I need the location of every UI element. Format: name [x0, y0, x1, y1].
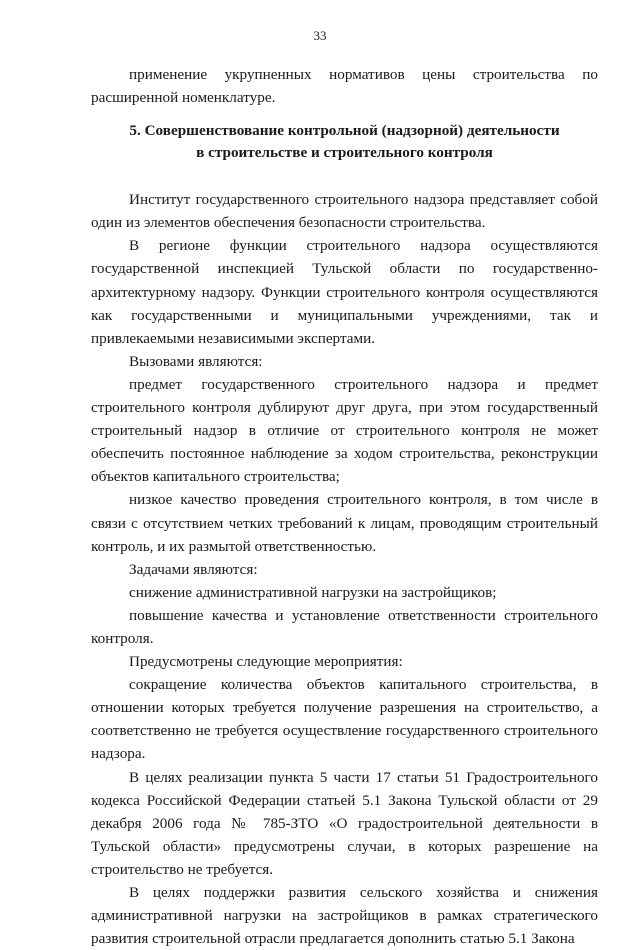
paragraph-9: Предусмотрены следующие мероприятия: — [129, 653, 403, 671]
intro-fragment: применение укрупненных нормативов цены строительства по расширенной номенклатуре. — [91, 66, 598, 107]
document-body — [91, 63, 598, 950]
paragraph-2: В регионе функции строительного надзора осуществляются государственной инспекцией Тульской области по государственно-архитектурному надзору. Функции строительного контроля осуществляются как государственными и муниципальными учреждениями, так и привлекаемыми независимыми экспертами. — [91, 237, 598, 347]
paragraph-8: повышение качества и установление ответственности строительного контроля. — [91, 606, 598, 647]
paragraph-5: низкое качество проведения строительного контроля, в том числе в связи с отсутствием четких требований к лицам, проводящим строительный контроль, и их размытой ответственностью. — [91, 491, 598, 555]
paragraph-7: снижение административной нагрузки на застройщиков; — [129, 583, 497, 601]
paragraph-6: Задачами являются: — [129, 560, 258, 578]
page-number: 33 — [313, 28, 327, 43]
paragraph-1: Институт государственного строительного надзора представляет собой один из элементов обеспечения безопасности строительства. — [91, 191, 598, 232]
section-title-line-1: 5. Совершенствование контрольной (надзорной) деятельности — [129, 122, 560, 140]
paragraph-10: сокращение количества объектов капитального строительства, в отношении которых требуется получение разрешения на строительство, а соответственно не требуется осуществление государственного строительного надзора. — [91, 676, 598, 763]
paragraph-3: Вызовами являются: — [129, 352, 263, 370]
paragraph-11: В целях реализации пункта 5 части 17 статьи 51 Градостроительного кодекса Российской Федерации статьей 5.1 Закона Тульской области от 29 декабря 2006 года № 785-ЗТО «О градостроительной деятельности в Тульской области» предусмотрены случаи, в которых разрешение на строительство не требуется. — [91, 768, 598, 878]
section-title-line-2: в строительстве и строительного контроля — [196, 144, 493, 162]
section-title — [91, 120, 598, 164]
paragraph-12: В целях поддержки развития сельского хозяйства и снижения административной нагрузки на застройщиков в рамках стратегического развития строительной отрасли предлагается дополнить статью 5.1 Закона — [91, 884, 598, 948]
paragraph-4: предмет государственного строительного надзора и предмет строительного контроля дублируют друг друга, при этом государственный строительный надзор в отличие от строительного контроля не может обеспечить постоянное наблюдение за ходом строительства, реконструкции объектов капитального строительства; — [91, 375, 598, 486]
